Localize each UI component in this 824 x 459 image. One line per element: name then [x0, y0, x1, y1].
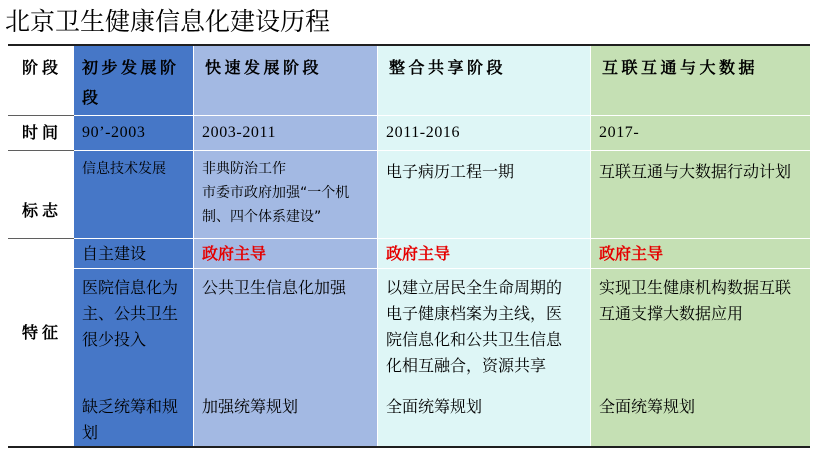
stage-2-milestone-2: 市委市政府加强“一个机制、四个体系建设”: [202, 185, 350, 225]
stage-1-lead-cell: [74, 239, 193, 269]
stage-3-lead: 政府主导: [386, 244, 451, 263]
stage-3-time-cell: [377, 116, 590, 151]
stage-2-name: 快速发展阶段: [205, 58, 323, 77]
stage-4-planning: 全面统筹规划: [599, 397, 696, 416]
stage-4-name: 互联互通与大数据: [602, 58, 759, 77]
row-label-milestone-cell: [8, 151, 74, 239]
stage-2-header-cell: [193, 46, 377, 116]
stage-1-feature-cell: [74, 269, 193, 446]
stage-2-lead-cell: [193, 239, 377, 269]
stage-3-feature: 以建立居民全生命周期的电子健康档案为主线，医院信息化和公共卫生信息化相互融合，资源共享: [386, 278, 563, 375]
stage-4-time-cell: [590, 116, 810, 151]
stage-3-feature-cell: [377, 269, 590, 446]
stage-4-feature-cell: [590, 269, 810, 446]
stage-1-header-cell: [74, 46, 193, 116]
stage-4-time: 2017-: [599, 124, 640, 141]
stage-1-time-cell: [74, 116, 193, 151]
stage-1-feature: 医院信息化为主、公共卫生很少投入: [82, 278, 179, 349]
row-label-time-cell: [8, 116, 74, 151]
development-stages-table: [8, 44, 810, 448]
row-label-feature: 特征: [22, 322, 63, 342]
stage-2-time: 2003-2011: [202, 124, 277, 141]
stage-3-time: 2011-2016: [386, 124, 461, 141]
row-label-stage: 阶段: [22, 58, 63, 77]
stage-1-lead: 自主建设: [82, 244, 147, 263]
stage-2-planning: 加强统筹规划: [202, 397, 299, 416]
stage-2-feature-cell: [193, 269, 377, 446]
row-label-time: 时间: [22, 123, 63, 142]
row-label-feature-cell: [8, 239, 74, 446]
stage-1-milestone-1: 信息技术发展: [82, 161, 166, 177]
stage-4-milestone-cell: [590, 151, 810, 239]
stage-2-lead: 政府主导: [202, 244, 267, 263]
row-label-stage-cell: [8, 46, 74, 116]
stage-1-time: 90’-2003: [82, 124, 146, 141]
stage-3-milestone-cell: [377, 151, 590, 239]
row-label-milestone: 标志: [22, 201, 63, 220]
slide-title: 北京卫生健康信息化建设历程: [5, 7, 331, 36]
stage-4-lead: 政府主导: [599, 244, 664, 263]
stage-3-name: 整合共享阶段: [389, 58, 507, 77]
stage-1-name: 初步发展阶段: [82, 58, 180, 107]
stage-2-milestone-1: 非典防治工作: [202, 161, 286, 177]
stage-4-lead-cell: [590, 239, 810, 269]
stage-4-feature: 实现卫生健康机构数据互联互通支撑大数据应用: [599, 278, 792, 323]
stage-3-lead-cell: [377, 239, 590, 269]
stage-2-milestone-cell: [193, 151, 377, 239]
stage-3-header-cell: [377, 46, 590, 116]
stage-1-planning: 缺乏统筹和规划: [82, 397, 179, 442]
stage-4-header-cell: [590, 46, 810, 116]
stage-3-planning: 全面统筹规划: [386, 397, 483, 416]
stage-4-milestone-1: 互联互通与大数据行动计划: [599, 162, 792, 181]
stage-2-feature: 公共卫生信息化加强: [202, 278, 347, 297]
stage-1-milestone-cell: [74, 151, 193, 239]
stage-3-milestone-1: 电子病历工程一期: [386, 162, 515, 181]
stage-2-time-cell: [193, 116, 377, 151]
